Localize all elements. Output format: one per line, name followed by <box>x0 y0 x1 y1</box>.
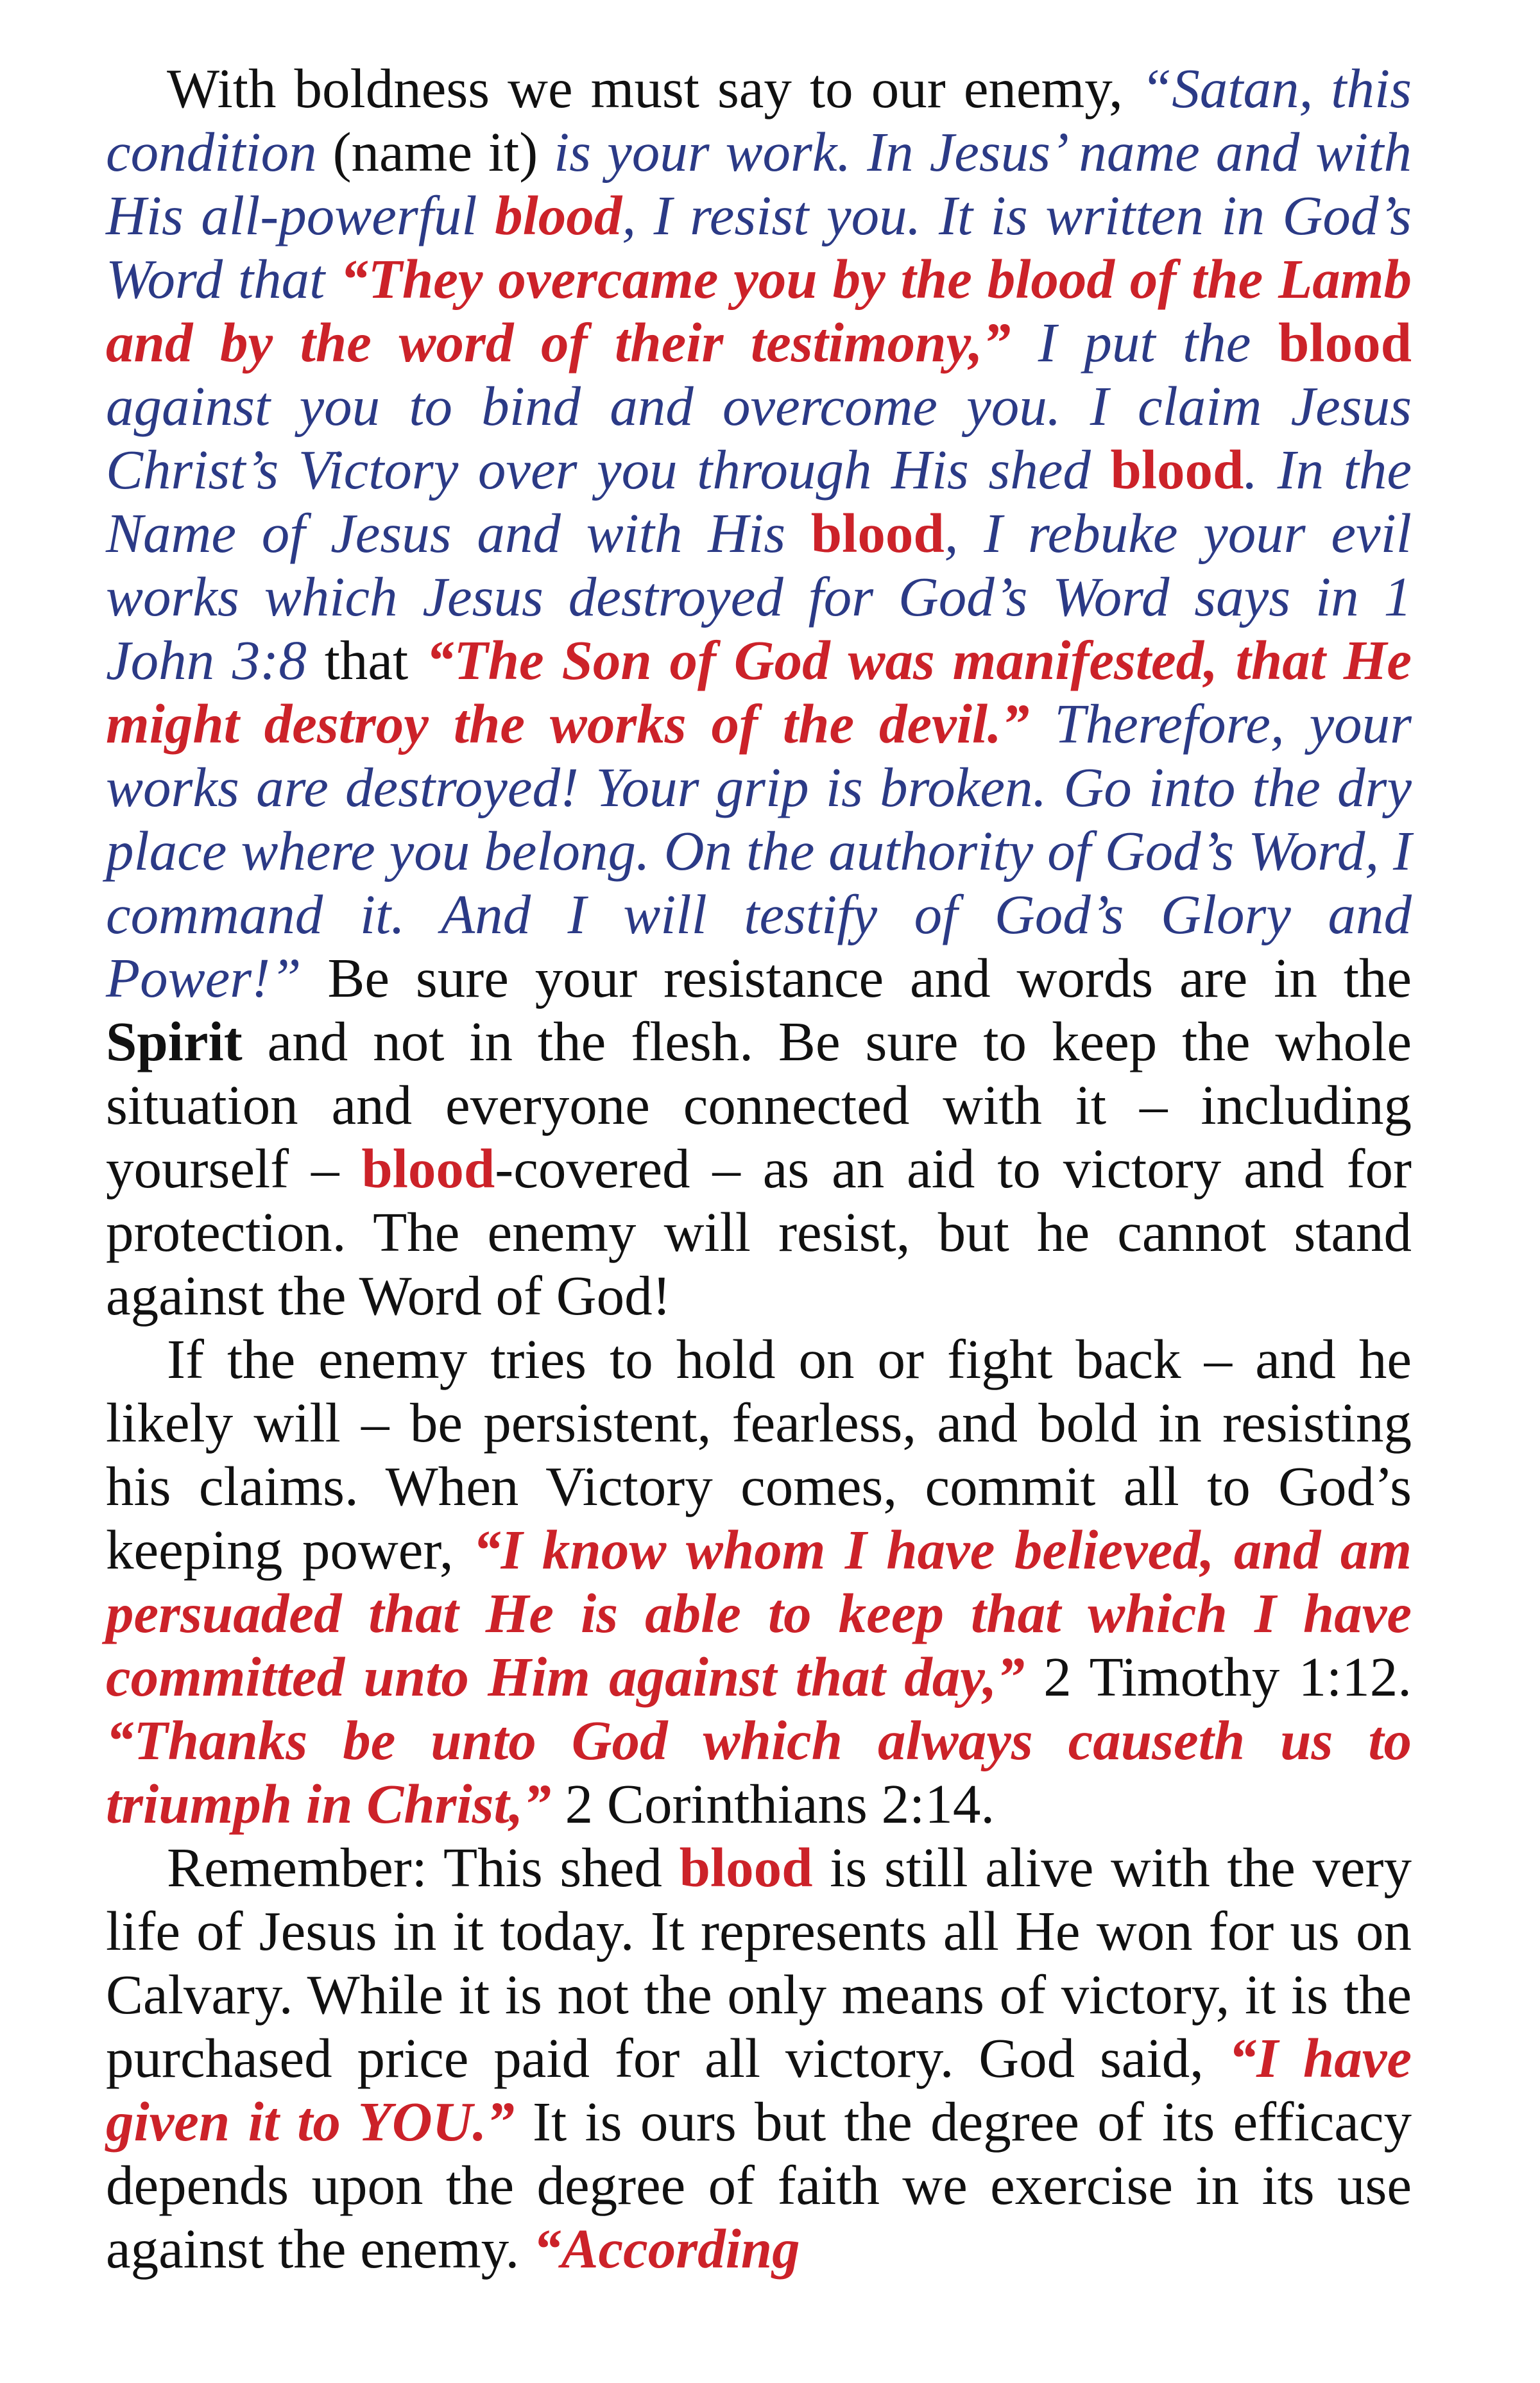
text-run-plain: If the enemy tries to hold on or fight back – and he likely will – be persistent, fearless, and bold in resisting his claims. When Victory comes, commit all to God’s keeping power, <box>106 1328 1412 1581</box>
text-run-blue-it: against you to bind and overcome you. I claim Jesus Christ’s Victory over you through His shed <box>106 375 1412 501</box>
text-run-plain: (name it) <box>332 121 554 183</box>
text-run-red-bold-it: “Thanks be unto God which always causeth us to triumph in Christ,” <box>106 1709 1412 1835</box>
text-run-red-bold: blood <box>361 1137 495 1200</box>
text-run-plain-bold: Spirit <box>106 1010 243 1072</box>
text-run-red-bold-it: “The Son of God was manifested, that He might destroy the works of the devil.” <box>106 629 1412 755</box>
text-run-red-bold-it: “According <box>533 2217 800 2280</box>
text-run-blue-it: “Satan, this condition <box>106 57 1412 183</box>
text-run-blue-it: . In the Name of Jesus and with His <box>106 438 1412 564</box>
text-run-plain: that <box>324 629 426 691</box>
text-run-blue-it: is your work. In Jesus’ name and with His all-powerful <box>106 121 1412 246</box>
text-run-blue-it: , I rebuke your evil works which Jesus destroyed for God’s Word says in 1 John 3:8 <box>106 502 1412 691</box>
text-run-blue-it: I put the <box>1011 311 1279 374</box>
document-page <box>106 56 1412 2280</box>
text-run-blue-it: , I resist you. It is written in God’s Word that <box>106 184 1412 310</box>
text-run-plain: 2 Timothy 1:12. <box>1024 1646 1412 1708</box>
paragraph-3 <box>106 1836 1412 2280</box>
text-run-red-bold: blood <box>1278 311 1412 374</box>
text-run-red-bold-it: “They overcame you by the blood of the Lamb and by the word of their testimony,” <box>106 248 1412 374</box>
text-run-red-bold: blood <box>679 1836 813 1898</box>
paragraph-1 <box>106 56 1412 1327</box>
text-run-plain: Remember: This shed <box>167 1836 680 1898</box>
text-run-plain: 2 Corinthians 2:14. <box>551 1773 995 1835</box>
text-run-plain: -covered – as an aid to victory and for protection. The enemy will resist, but he cannot stand against the Word of God! <box>106 1137 1412 1327</box>
text-run-plain: is still alive with the very life of Jesus in it today. It represents all He won for us on Calvary. While it is not the only means of victory, it is the purchased price paid for all victory. God said, <box>106 1836 1412 2089</box>
text-run-red-bold: blood <box>1110 438 1244 501</box>
text-run-plain: Be sure your resistance and words are in the <box>301 947 1412 1009</box>
paragraph-2 <box>106 1327 1412 1836</box>
text-run-red-bold: blood <box>810 502 945 564</box>
text-run-plain: It is ours but the degree of its efficacy depends upon the degree of faith we exercise in its use against the enemy. <box>106 2090 1412 2280</box>
text-run-plain: and not in the flesh. Be sure to keep the whole situation and everyone connected with it – including yourself – <box>106 1010 1412 1200</box>
text-run-red-bold-it: blood <box>495 184 622 246</box>
text-run-blue-it: Therefore, your works are destroyed! Your grip is broken. Go into the dry place where you belong. On the authority of God’s Word, I command it. And I will testify of God’s Glory and Power!” <box>106 693 1412 1009</box>
text-run-plain: With boldness we must say to our enemy, <box>167 57 1141 119</box>
text-run-red-bold-it: “I have given it to YOU.” <box>106 2027 1412 2153</box>
text-run-red-bold-it: “I know whom I have believed, and am persuaded that He is able to keep that which I have committed unto Him against that day,” <box>106 1518 1412 1708</box>
